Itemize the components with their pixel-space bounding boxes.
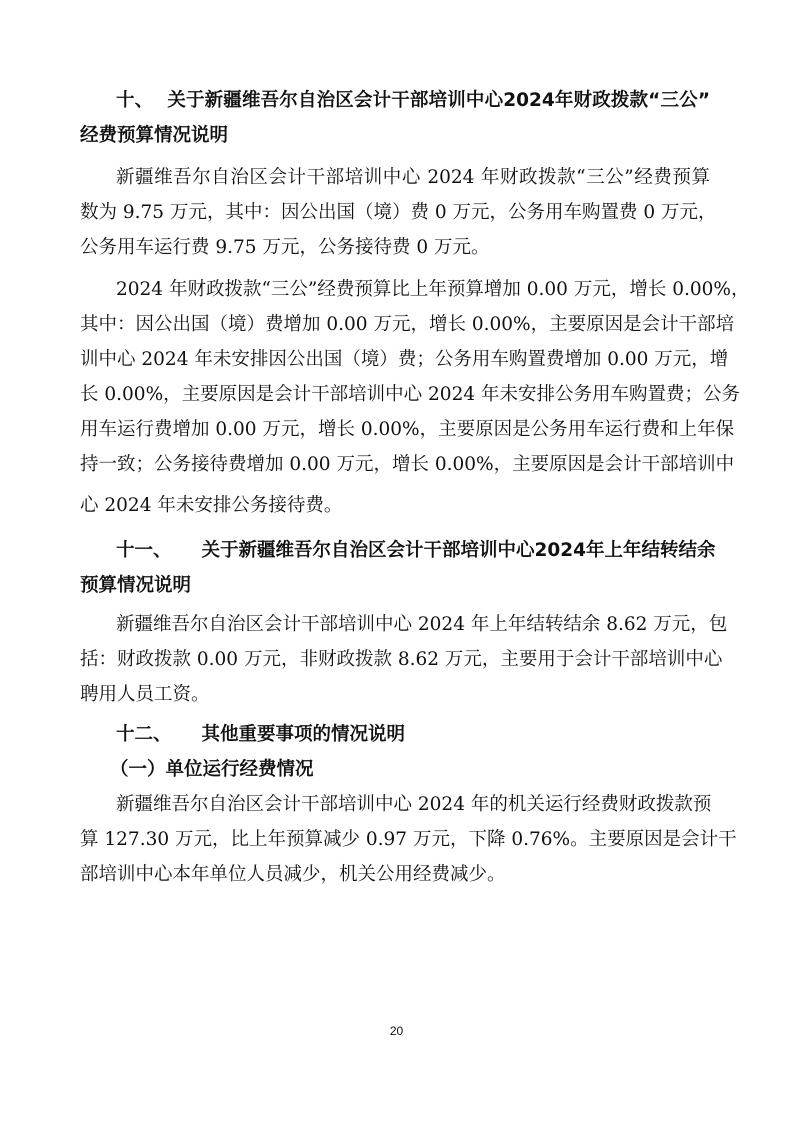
section-11-heading <box>80 533 716 603</box>
text-line: 心 2024 年未安排公务接待费。 <box>80 495 343 516</box>
heading-line: 预算情况说明 <box>80 575 192 596</box>
section-12-heading <box>80 717 710 787</box>
text-line: 2024 年财政拨款“三公”经费预算比上年预算增加 0.00 万元，增长 0.00%， <box>116 279 750 300</box>
heading-line: 关于新疆维吾尔自治区会计干部培训中心2024年上年结转结余 <box>201 540 716 561</box>
text-line: 持一致；公务接待费增加 0.00 万元，增长 0.00%，主要原因是会计干部培训中 <box>80 454 735 475</box>
text-line: 新疆维吾尔自治区会计干部培训中心 2024 年上年结转结余 8.62 万元，包 <box>116 614 728 635</box>
paragraph <box>80 272 750 523</box>
heading-line: 关于新疆维吾尔自治区会计干部培训中心2024年财政拨款“三公” <box>167 90 710 111</box>
text-line: 新疆维吾尔自治区会计干部培训中心 2024 年财政拨款“三公”经费预算 <box>116 167 710 188</box>
subheading: （一）单位运行经费情况 <box>110 759 314 780</box>
section-number: 十、 <box>116 90 154 111</box>
paragraph <box>80 607 728 712</box>
text-line: 其中：因公出国（境）费增加 0.00 万元，增长 0.00%，主要原因是会计干部培 <box>80 314 735 335</box>
section-10-heading <box>80 83 710 153</box>
text-line: 用车运行费增加 0.00 万元，增长 0.00%，主要原因是公务用车运行费和上年保 <box>80 419 735 440</box>
text-line: 数为 9.75 万元，其中：因公出国（境）费 0 万元，公务用车购置费 0 万元， <box>80 202 717 223</box>
text-line: 长 0.00%，主要原因是会计干部培训中心 2024 年未安排公务用车购置费；公务 <box>80 384 740 405</box>
text-line: 公务用车运行费 9.75 万元，公务接待费 0 万元。 <box>80 237 490 258</box>
section-number: 十二、 <box>116 724 172 745</box>
heading-title: 其他重要事项的情况说明 <box>201 724 406 745</box>
paragraph <box>80 160 717 265</box>
text-line: 部培训中心本年单位人员减少，机关公用经费减少。 <box>80 864 506 885</box>
paragraph <box>80 787 737 892</box>
text-line: 算 127.30 万元，比上年预算减少 0.97 万元，下降 0.76%。主要原因是会计干 <box>80 829 737 850</box>
text-line: 新疆维吾尔自治区会计干部培训中心 2024 年的机关运行经费财政拨款预 <box>116 794 712 815</box>
page-number: 20 <box>389 1024 404 1038</box>
heading-line: 经费预算情况说明 <box>80 125 229 146</box>
text-line: 括：财政拨款 0.00 万元，非财政拨款 8.62 万元，主要用于会计干部培训中心 <box>80 649 723 670</box>
section-number: 十一、 <box>116 540 172 561</box>
text-line: 聘用人员工资。 <box>80 684 210 705</box>
text-line: 训中心 2024 年未安排因公出国（境）费；公务用车购置费增加 0.00 万元，增 <box>80 349 729 370</box>
